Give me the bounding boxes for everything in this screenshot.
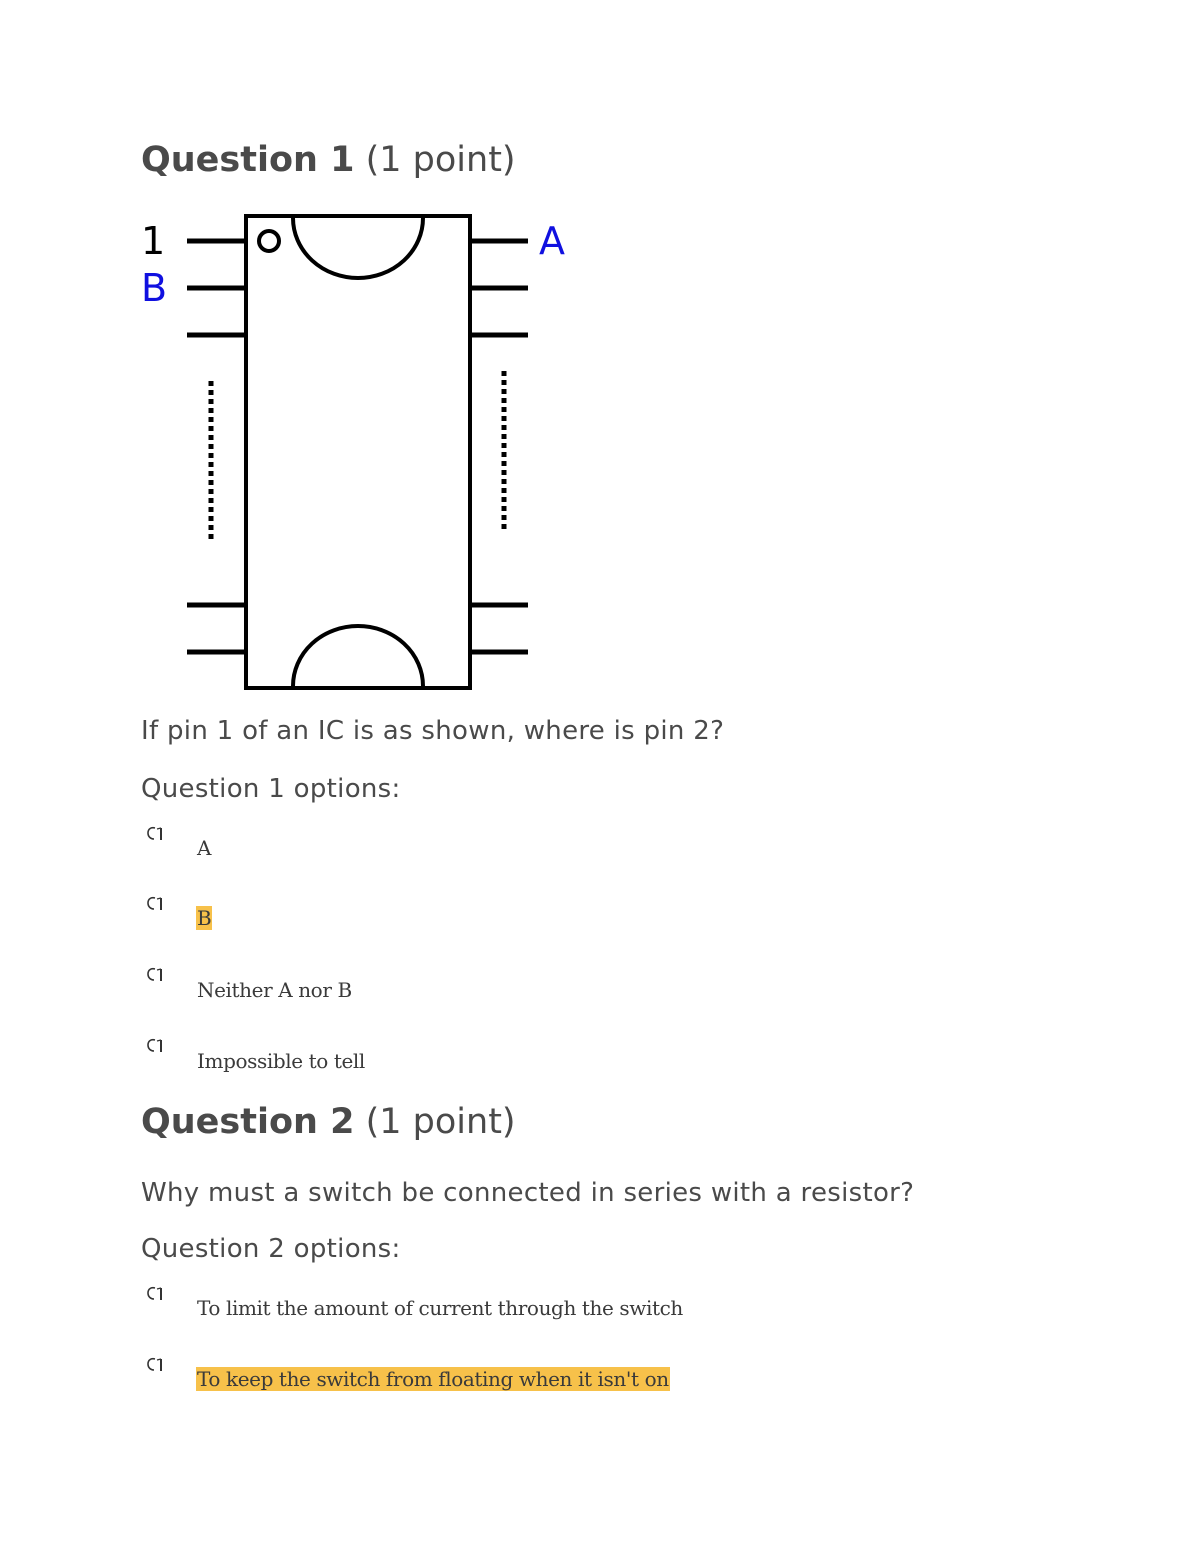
question-2-heading (141, 1102, 516, 1142)
ic-top-notch (293, 218, 423, 278)
radio-icon[interactable] (146, 967, 166, 985)
radio-icon[interactable] (146, 1038, 166, 1056)
question-1-option-a[interactable]: A (197, 836, 212, 860)
question-1-title: Question 1 (141, 140, 355, 180)
radio-icon[interactable] (146, 1357, 166, 1375)
question-1-points: (1 point) (365, 140, 516, 180)
question-2-text: Why must a switch be connected in series with a resistor? (141, 1178, 915, 1208)
ic-bottom-notch (293, 626, 423, 686)
radio-icon[interactable] (146, 826, 166, 844)
question-1-option-impossible[interactable]: Impossible to tell (197, 1049, 365, 1073)
question-1-text: If pin 1 of an IC is as shown, where is pin 2? (141, 716, 725, 746)
pin1-label: 1 (141, 219, 166, 263)
question-1-option-neither[interactable]: Neither A nor B (197, 978, 352, 1002)
radio-icon[interactable] (146, 1286, 166, 1304)
question-2-option-limit-current[interactable]: To limit the amount of current through the switch (197, 1296, 683, 1320)
pin-label-a: A (539, 219, 565, 263)
ic-body (246, 216, 470, 688)
question-2-option-floating[interactable]: To keep the switch from floating when it isn't on (197, 1367, 669, 1391)
pin-label-b: B (141, 266, 168, 310)
question-1-option-b[interactable]: B (197, 906, 212, 930)
pin1-indicator-dot (259, 231, 279, 251)
ic-pinout-diagram (0, 0, 1200, 700)
question-2-points: (1 point) (365, 1102, 516, 1142)
radio-icon[interactable] (146, 896, 166, 914)
question-2-options-label: Question 2 options: (141, 1234, 401, 1264)
question-1-options-label: Question 1 options: (141, 774, 401, 804)
question-2-title: Question 2 (141, 1102, 355, 1142)
